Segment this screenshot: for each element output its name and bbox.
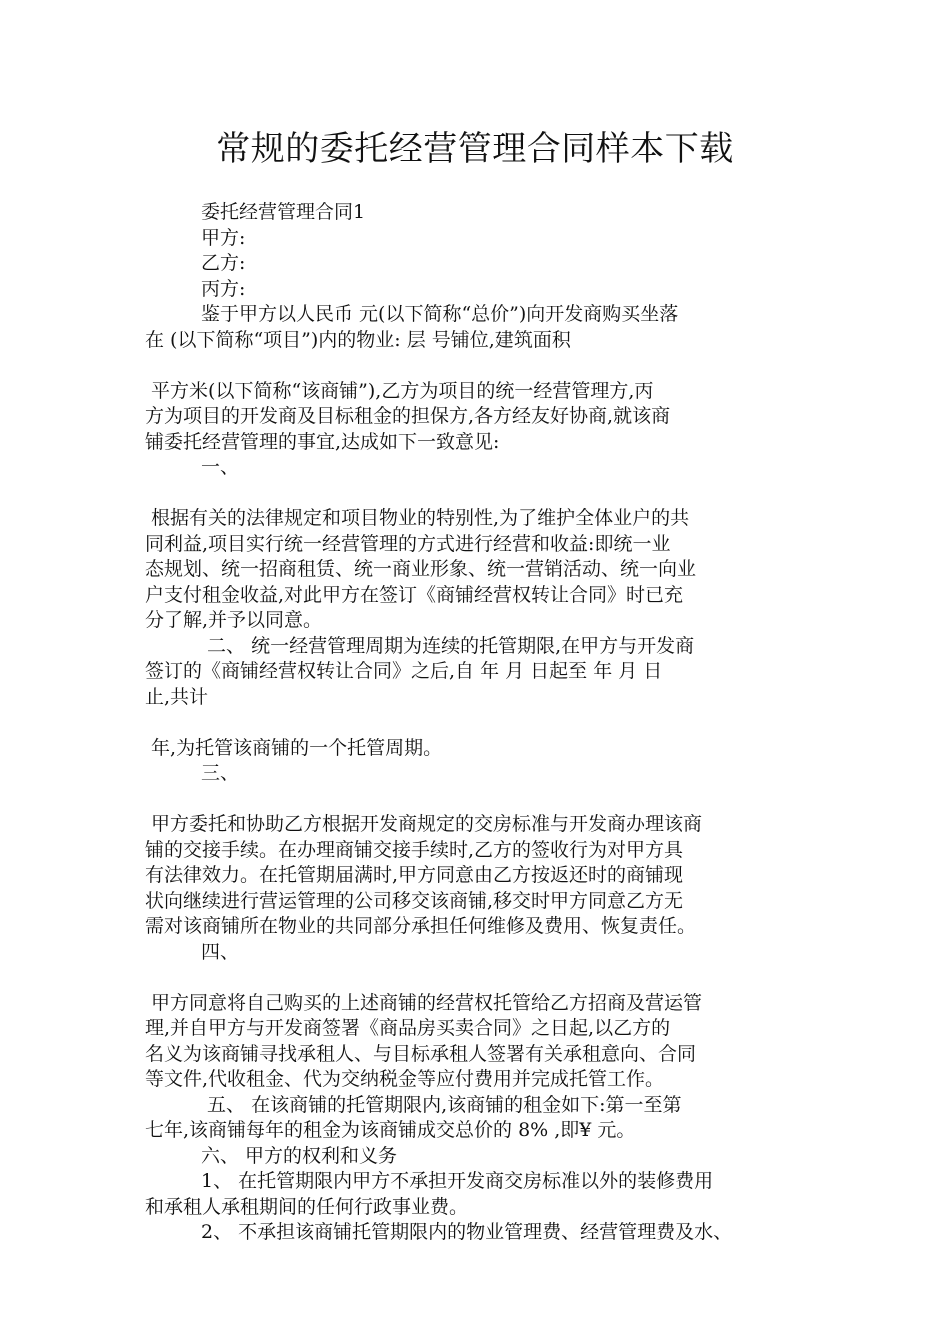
text-line: 签订的《商铺经营权转让合同》之后,自 年 月 日起至 年 月 日 bbox=[145, 660, 663, 682]
text-line: 丙方: bbox=[201, 277, 246, 300]
text-line: 甲方: bbox=[201, 226, 246, 249]
text-line: 二、 统一经营管理周期为连续的托管期限,在甲方与开发商 bbox=[201, 634, 695, 657]
text-line: 平方米(以下简称“该商铺”),乙方为项目的统一经营管理方,丙 bbox=[145, 379, 654, 402]
text-line: 和承租人承租期间的任何行政事业费。 bbox=[145, 1195, 469, 1218]
section-heading: 一、 bbox=[201, 456, 240, 478]
text-line: 方为项目的开发商及目标租金的担保方,各方经友好协商,就该商 bbox=[145, 405, 671, 427]
blank-line bbox=[145, 787, 813, 813]
text-line: 止,共计 bbox=[145, 685, 209, 708]
text-line: 2、 不承担该商铺托管期限内的物业管理费、经营管理费及水、 bbox=[201, 1221, 733, 1243]
text-line: 在 (以下简称“项目”)内的物业: 层 号铺位,建筑面积 bbox=[145, 328, 571, 351]
blank-line bbox=[145, 710, 813, 736]
text-line: 五、 在该商铺的托管期限内,该商铺的租金如下:第一至第 bbox=[201, 1093, 682, 1116]
section-heading: 六、 甲方的权利和义务 bbox=[201, 1144, 398, 1167]
text-line: 户支付租金收益,对此甲方在签订《商铺经营权转让合同》时已充 bbox=[145, 583, 684, 606]
text-line: 鉴于甲方以人民币 元(以下简称“总价”)向开发商购买坐落 bbox=[201, 303, 679, 325]
text-line: 甲方同意将自己购买的上述商铺的经营权托管给乙方招商及营运管 bbox=[145, 991, 703, 1014]
text-line: 需对该商铺所在物业的共同部分承担任何维修及费用、恢复责任。 bbox=[145, 915, 697, 937]
text-line: 等文件,代收租金、代为交纳税金等应付费用并完成托管工作。 bbox=[145, 1068, 665, 1090]
section-heading: 三、 bbox=[201, 762, 240, 784]
text-line: 铺的交接手续。在办理商铺交接手续时,乙方的签收行为对甲方具 bbox=[145, 838, 684, 861]
text-line: 乙方: bbox=[201, 252, 246, 274]
text-line: 有法律效力。在托管期届满时,甲方同意由乙方按返还时的商铺现 bbox=[145, 864, 684, 886]
text-line: 七年,该商铺每年的租金为该商铺成交总价的 8% ,即¥ 元。 bbox=[145, 1119, 636, 1141]
text-line: 名义为该商铺寻找承租人、与目标承租人签署有关承租意向、合同 bbox=[145, 1042, 697, 1065]
blank-line bbox=[145, 965, 813, 991]
text-line: 甲方委托和协助乙方根据开发商规定的交房标准与开发商办理该商 bbox=[145, 813, 703, 835]
section-heading: 四、 bbox=[201, 940, 240, 963]
blank-line bbox=[145, 353, 813, 379]
blank-line bbox=[145, 481, 813, 507]
text-line: 同利益,项目实行统一经营管理的方式进行经营和收益:即统一业 bbox=[145, 532, 671, 555]
document-body bbox=[145, 200, 813, 1246]
text-line: 分了解,并予以同意。 bbox=[145, 609, 323, 631]
text-line: 委托经营管理合同1 bbox=[201, 201, 366, 223]
text-line: 年,为托管该商铺的一个托管周期。 bbox=[145, 736, 443, 759]
text-line: 根据有关的法律规定和项目物业的特别性,为了维护全体业户的共 bbox=[145, 507, 690, 529]
document-title: 常规的委托经营管理合同样本下载 bbox=[216, 129, 734, 169]
text-line: 理,并自甲方与开发商签署《商品房买卖合同》之日起,以乙方的 bbox=[145, 1017, 671, 1039]
text-line: 态规划、统一招商租赁、统一商业形象、统一营销活动、统一向业 bbox=[145, 558, 697, 580]
text-line: 1、 在托管期限内甲方不承担开发商交房标准以外的装修费用 bbox=[201, 1170, 714, 1192]
text-line: 铺委托经营管理的事宜,达成如下一致意见: bbox=[145, 430, 500, 453]
text-line: 状向继续进行营运管理的公司移交该商铺,移交时甲方同意乙方无 bbox=[145, 889, 684, 912]
